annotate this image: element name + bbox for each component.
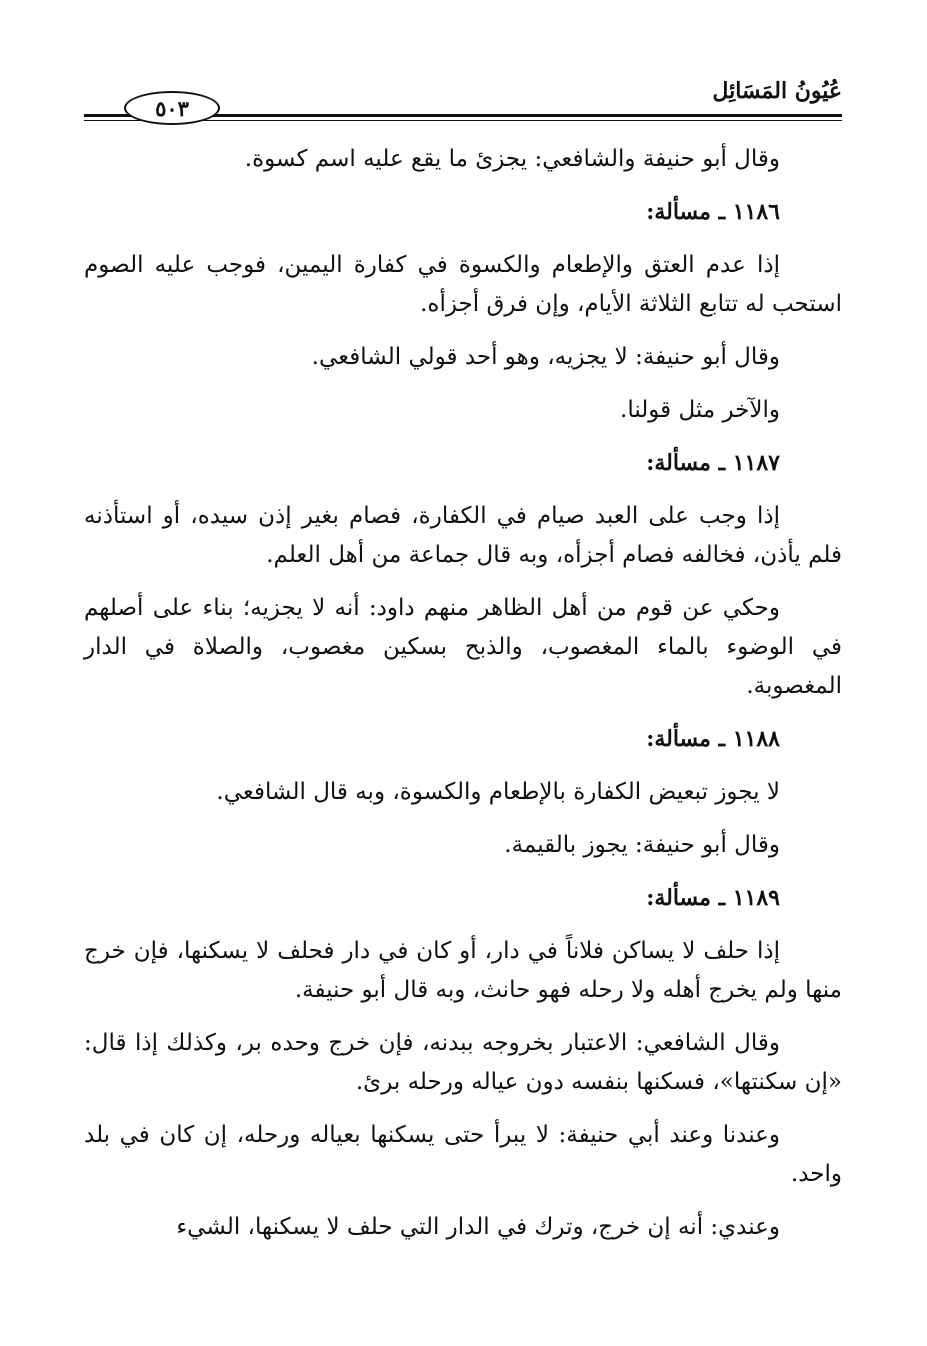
book-title: عُيُونُ المَسَائِل (712, 78, 842, 104)
page-header (84, 74, 842, 126)
paragraph: إذا حلف لا يساكن فلاناً في دار، أو كان في دار فحلف لا يسكنها، فإن خرج منها ولم يخرج أهله ولا رحله فهو حانث، وبه قال أبو حنيفة. (84, 938, 842, 1003)
paragraph: والآخر مثل قولنا. (620, 397, 780, 423)
issue-heading: ١١٨٩ ـ مسألة: (646, 885, 780, 911)
issue-heading: ١١٨٨ ـ مسألة: (646, 726, 780, 752)
issue-heading: ١١٨٦ ـ مسألة: (646, 199, 780, 225)
paragraph: وقال أبو حنيفة: يجوز بالقيمة. (504, 832, 780, 858)
page-content (84, 140, 842, 1261)
paragraph: وعندي: أنه إن خرج، وترك في الدار التي حلف لا يسكنها، الشيء (176, 1214, 780, 1240)
paragraph: وحكي عن قوم من أهل الظاهر منهم داود: أنه لا يجزيه؛ بناء على أصلهم في الوضوء بالماء المغصوب، والذبح بسكين مغصوب، والصلاة في الدار المغصوبة. (84, 595, 842, 699)
paragraph: لا يجوز تبعيض الكفارة بالإطعام والكسوة، وبه قال الشافعي. (216, 779, 780, 805)
paragraph: وقال الشافعي: الاعتبار بخروجه ببدنه، فإن خرج وحده بر، وكذلك إذا قال: «إن سكنتها»، فسكنها بنفسه دون عياله ورحله برئ. (84, 1030, 842, 1095)
page-number-frame (124, 91, 220, 125)
paragraph: إذا عدم العتق والإطعام والكسوة في كفارة اليمين، فوجب عليه الصوم استحب له تتابع الثلاثة الأيام، وإن فرق أجزأه. (84, 252, 842, 317)
page-number: ٥٠٣ (155, 95, 189, 121)
paragraph: وقال أبو حنيفة والشافعي: يجزئ ما يقع عليه اسم كسوة. (244, 146, 780, 172)
paragraph: إذا وجب على العبد صيام في الكفارة، فصام بغير إذن سيده، أو استأذنه فلم يأذن، فخالفه فصام أجزأه، وبه قال جماعة من أهل العلم. (84, 503, 842, 568)
issue-heading: ١١٨٧ ـ مسألة: (646, 450, 780, 476)
paragraph: وعندنا وعند أبي حنيفة: لا يبرأ حتى يسكنها بعياله ورحله، إن كان في بلد واحد. (84, 1122, 842, 1187)
paragraph: وقال أبو حنيفة: لا يجزيه، وهو أحد قولي الشافعي. (311, 344, 780, 370)
